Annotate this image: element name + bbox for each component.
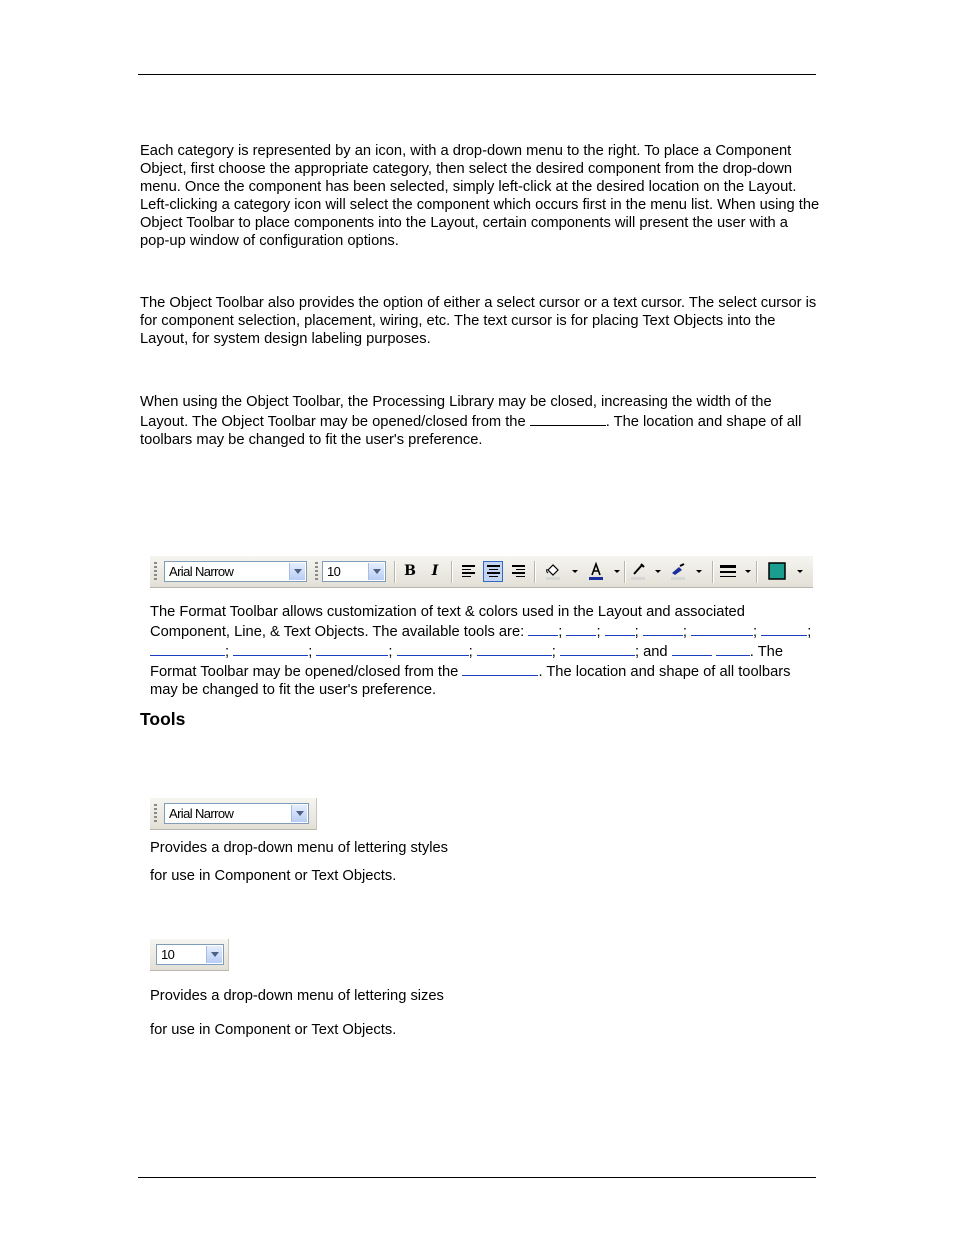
toolbar-separator (534, 561, 536, 583)
font-name-value: Arial Narrow (169, 564, 234, 579)
tool-link[interactable] (691, 621, 753, 636)
chevron-down-icon[interactable] (289, 563, 305, 580)
align-left-icon (462, 565, 475, 579)
align-center-icon (487, 565, 500, 579)
paragraph-text: The Format Toolbar allows customization of text & colors used in the Layout and associated Component, Line, & Text Objects. The available tools are: (150, 604, 745, 640)
line-color-dropdown-arrow[interactable] (655, 570, 661, 573)
toolbar-separator (451, 561, 453, 583)
text-highlight-button[interactable] (668, 561, 688, 582)
box-color-dropdown-arrow[interactable] (797, 570, 803, 573)
line-color-icon (629, 561, 647, 581)
font-size-tool-image (150, 939, 229, 971)
size-tool-description-2: for use in Component or Text Objects. (150, 1022, 397, 1038)
paragraph-object-toolbar-open (140, 393, 820, 449)
paragraph-text: . The location and shape of all toolbars may be changed to fit the user's preference. (140, 414, 802, 448)
font-color-icon (587, 561, 605, 581)
paragraph-format-toolbar (150, 603, 818, 699)
header-rule (138, 74, 816, 75)
separator-text: ; (753, 624, 758, 640)
bold-button[interactable]: B (404, 563, 416, 579)
tool-link[interactable] (477, 641, 552, 656)
tool-link[interactable] (605, 621, 635, 636)
line-color-button[interactable] (628, 561, 648, 582)
chevron-down-icon[interactable] (368, 563, 384, 580)
font-name-dropdown-sample (164, 803, 309, 824)
font-size-dropdown[interactable] (322, 561, 386, 582)
footer-rule (138, 1177, 816, 1178)
toolbar-grip (154, 804, 157, 824)
separator-text: ; (225, 644, 230, 660)
font-size-dropdown-sample (156, 944, 224, 965)
toolbar-separator (756, 561, 758, 583)
tool-link[interactable] (761, 621, 807, 636)
italic-button[interactable]: I (431, 563, 439, 579)
tool-link[interactable] (316, 641, 388, 656)
toolbar-grip[interactable] (154, 562, 157, 582)
font-color-button[interactable] (586, 561, 606, 582)
tool-link[interactable] (150, 641, 225, 656)
separator-text: ; (596, 624, 601, 640)
separator-text: ; (308, 644, 313, 660)
font-name-tool-image (150, 798, 317, 830)
tool-link[interactable] (643, 621, 683, 636)
text-highlight-dropdown-arrow[interactable] (696, 570, 702, 573)
tools-heading: Tools (140, 709, 186, 729)
fill-color-button[interactable] (543, 561, 563, 582)
chevron-down-icon (291, 805, 307, 822)
tool-link[interactable] (397, 641, 469, 656)
font-tool-description-2: for use in Component or Text Objects. (150, 868, 397, 884)
align-right-button[interactable] (508, 561, 528, 582)
fill-color-dropdown-arrow[interactable] (572, 570, 578, 573)
tool-link[interactable] (566, 621, 596, 636)
tool-link[interactable] (528, 621, 558, 636)
separator-text: ; (634, 624, 639, 640)
separator-text: ; (468, 644, 473, 660)
paragraph-text: . The Format Toolbar may be opened/closed from the (150, 644, 784, 680)
toolbar-separator (394, 561, 396, 583)
font-color-dropdown-arrow[interactable] (614, 570, 620, 573)
toolbar-separator (624, 561, 626, 583)
paragraph-category-icons: Each category is represented by an icon, with a drop-down menu to the right. To place a Component Object, first choose the appropriate category, then select the desired component from the drop-down menu. Once the component has been selected, simply left-click at the desired location on the Layout. Left-clicking a category icon will select the component which occurs first in the menu list. When using the Object Toolbar to place components into the Layout, certain components will present the user with a pop-up window of configuration options. (140, 143, 820, 249)
font-name-dropdown[interactable] (164, 561, 307, 582)
separator-text: ; (807, 624, 812, 640)
toolbar-separator (712, 561, 714, 583)
line-style-icon (718, 561, 738, 581)
font-tool-description-1: Provides a drop-down menu of lettering styles (150, 840, 448, 856)
tool-link[interactable] (716, 641, 750, 656)
tool-link[interactable] (560, 641, 635, 656)
separator-text: ; (551, 644, 556, 660)
chevron-down-icon (206, 946, 222, 963)
tool-link[interactable] (233, 641, 308, 656)
box-color-icon (767, 561, 787, 581)
paragraph-text: When using the Object Toolbar, the Processing Library may be closed, increasing the width of the Layout. The Object Toolbar may be opened/closed from the (140, 394, 772, 430)
align-center-button[interactable] (483, 561, 503, 582)
format-toolbar (150, 556, 813, 588)
font-name-value: Arial Narrow (169, 806, 234, 821)
box-color-button[interactable] (767, 561, 787, 582)
line-style-button[interactable] (718, 561, 738, 582)
font-size-value: 10 (161, 947, 175, 962)
toolbar-grip[interactable] (315, 562, 318, 582)
menu-reference-blank (530, 411, 606, 426)
paragraph-text: . The location and shape of all toolbars may be changed to fit the user's preference. (150, 664, 791, 698)
separator-text: ; (388, 644, 393, 660)
align-right-icon (512, 565, 525, 579)
line-style-dropdown-arrow[interactable] (745, 570, 751, 573)
menu-reference-link[interactable] (462, 661, 538, 676)
separator-text: ; and (634, 644, 668, 660)
tool-link[interactable] (672, 641, 712, 656)
separator-text: ; (558, 624, 563, 640)
text-highlight-icon (669, 561, 687, 581)
size-tool-description-1: Provides a drop-down menu of lettering sizes (150, 988, 444, 1004)
font-size-value: 10 (327, 564, 341, 579)
align-left-button[interactable] (458, 561, 478, 582)
separator-text: ; (682, 624, 687, 640)
paragraph-cursor-options: The Object Toolbar also provides the option of either a select cursor or a text cursor. The select cursor is for component selection, placement, wiring, etc. The text cursor is for placing Text Objects into the Layout, for system design labeling purposes. (140, 295, 817, 347)
fill-color-icon (544, 561, 562, 581)
